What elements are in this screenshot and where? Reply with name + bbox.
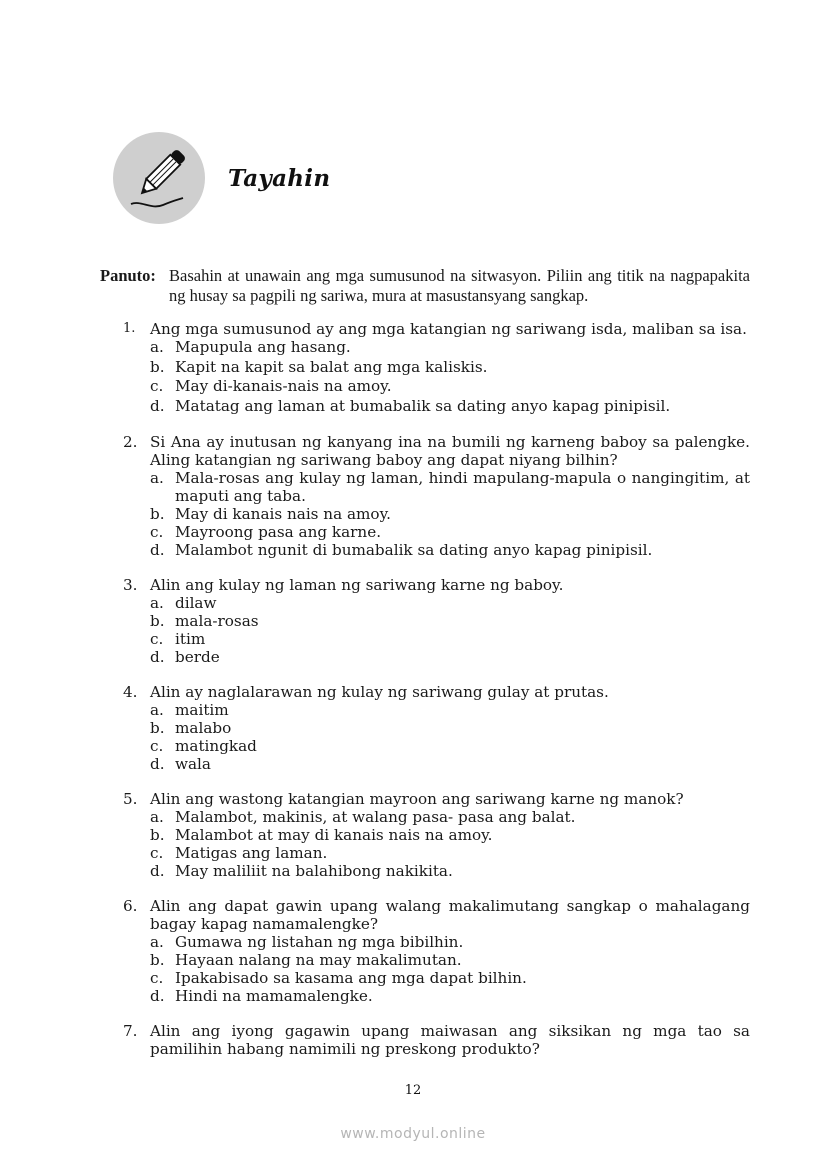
- question-text: Si Ana ay inutusan ng kanyang ina na bumili ng karneng baboy sa palengke. Aling katangian ng sariwang baboy ang dapat niyang bilhin?: [150, 433, 750, 469]
- option-letter: b.: [150, 612, 165, 630]
- option-item[interactable]: [150, 987, 750, 1005]
- option-letter: c.: [150, 377, 164, 395]
- option-letter: c.: [150, 737, 164, 755]
- option-item[interactable]: [150, 523, 750, 541]
- option-list: [150, 594, 750, 666]
- option-item[interactable]: [150, 951, 750, 969]
- option-list: [150, 338, 750, 416]
- option-text: Kapit na kapit sa balat ang mga kaliskis.: [175, 357, 488, 376]
- option-text: mala-rosas: [175, 612, 259, 630]
- option-letter: a.: [150, 338, 164, 356]
- option-text: Hayaan nalang na may makalimutan.: [175, 951, 462, 969]
- option-list: [150, 701, 750, 773]
- question-number: 1.: [123, 321, 136, 336]
- question-number: 3.: [123, 576, 138, 594]
- option-text: Matatag ang laman at bumabalik sa dating anyo kapag pinipisil.: [175, 396, 671, 415]
- option-item[interactable]: [150, 755, 750, 773]
- option-letter: b.: [150, 505, 165, 523]
- option-letter: d.: [150, 755, 165, 773]
- instructions-label: Panuto:: [100, 266, 156, 285]
- question-item: [123, 897, 750, 1005]
- option-text: Gumawa ng listahan ng mga bibilhin.: [175, 933, 464, 951]
- option-letter: d.: [150, 987, 165, 1005]
- option-text: Malambot at may di kanais nais na amoy.: [175, 826, 493, 844]
- option-letter: b.: [150, 951, 165, 969]
- option-letter: b.: [150, 826, 165, 844]
- question-text: Alin ay naglalarawan ng kulay ng sariwang gulay at prutas.: [150, 683, 609, 701]
- option-item[interactable]: [150, 358, 750, 378]
- question-item: [123, 683, 750, 773]
- option-text: itim: [175, 630, 206, 648]
- option-text: May di-kanais-nais na amoy.: [175, 377, 392, 395]
- question-text: Alin ang dapat gawin upang walang makalimutang sangkap o mahalagang bagay kapag namamalengke?: [150, 897, 750, 933]
- option-letter: b.: [150, 719, 165, 737]
- option-item[interactable]: [150, 630, 750, 648]
- question-number: 7.: [123, 1022, 138, 1040]
- question-text: Ang mga sumusunod ay ang mga katangian ng sariwang isda, maliban sa isa.: [150, 320, 747, 338]
- question-number: 4.: [123, 683, 138, 701]
- option-text: maitim: [175, 701, 229, 719]
- option-item[interactable]: [150, 719, 750, 737]
- option-text: dilaw: [175, 594, 217, 612]
- option-text: Mala-rosas ang kulay ng laman, hindi mapulang-mapula o nangingitim, at maputi ang taba.: [175, 469, 750, 505]
- option-item[interactable]: [150, 648, 750, 666]
- question-text: Alin ang wastong katangian mayroon ang sariwang karne ng manok?: [150, 790, 684, 808]
- question-list: [123, 320, 750, 1075]
- option-letter: a.: [150, 808, 164, 826]
- option-list: [150, 469, 750, 559]
- option-item[interactable]: [150, 505, 750, 523]
- option-letter: a.: [150, 594, 164, 612]
- question-number: 2.: [123, 433, 138, 451]
- option-letter: b.: [150, 357, 165, 376]
- option-letter: d.: [150, 648, 165, 666]
- option-text: berde: [175, 648, 220, 666]
- question-item: [123, 790, 750, 880]
- option-item[interactable]: [150, 612, 750, 630]
- option-text: malabo: [175, 719, 232, 737]
- option-letter: d.: [150, 862, 165, 880]
- question-number: 6.: [123, 897, 138, 915]
- option-item[interactable]: [150, 338, 750, 358]
- option-item[interactable]: [150, 808, 750, 826]
- option-list: [150, 808, 750, 880]
- page-number: 12: [404, 1083, 422, 1098]
- option-item[interactable]: [150, 737, 750, 755]
- option-text: Mapupula ang hasang.: [175, 338, 351, 356]
- section-title: Tayahin: [228, 164, 331, 192]
- option-text: May di kanais nais na amoy.: [175, 505, 391, 523]
- option-item[interactable]: [150, 933, 750, 951]
- option-item[interactable]: [150, 541, 750, 559]
- section-header: [113, 132, 330, 224]
- option-item[interactable]: [150, 969, 750, 987]
- option-item[interactable]: [150, 469, 750, 505]
- option-text: Ipakabisado sa kasama ang mga dapat bilhin.: [175, 969, 527, 987]
- pencil-icon: [113, 132, 205, 224]
- option-text: Malambot ngunit di bumabalik sa dating anyo kapag pinipisil.: [175, 541, 653, 559]
- option-text: wala: [175, 755, 211, 773]
- option-text: Mayroong pasa ang karne.: [175, 523, 382, 541]
- question-text: Alin ang iyong gagawin upang maiwasan ang siksikan ng mga tao sa pamilihin habang namimili ng preskong produkto?: [150, 1022, 750, 1058]
- question-item: [123, 1022, 750, 1058]
- option-item[interactable]: [150, 594, 750, 612]
- option-letter: d.: [150, 396, 165, 415]
- question-item: [123, 320, 750, 416]
- option-item[interactable]: [150, 862, 750, 880]
- question-text: Alin ang kulay ng laman ng sariwang karne ng baboy.: [150, 576, 564, 594]
- option-letter: d.: [150, 541, 165, 559]
- watermark: www.modyul.online: [340, 1126, 486, 1142]
- option-text: May maliliit na balahibong nakikita.: [175, 862, 453, 880]
- question-item: [123, 576, 750, 666]
- option-item[interactable]: [150, 826, 750, 844]
- option-letter: c.: [150, 969, 164, 987]
- option-letter: a.: [150, 701, 164, 719]
- option-letter: a.: [150, 469, 164, 487]
- option-letter: a.: [150, 933, 164, 951]
- option-text: matingkad: [175, 737, 257, 755]
- option-text: Hindi na mamamalengke.: [175, 987, 373, 1005]
- instructions-text: Basahin at unawain ang mga sumusunod na sitwasyon. Piliin ang titik na nagpapakita ng husay sa pagpili ng sariwa, mura at masustansyang sangkap.: [169, 266, 750, 305]
- option-letter: c.: [150, 523, 164, 541]
- option-item[interactable]: [150, 701, 750, 719]
- question-item: [123, 433, 750, 559]
- option-text: Matigas ang laman.: [175, 844, 328, 862]
- option-item[interactable]: [150, 377, 750, 397]
- option-letter: c.: [150, 630, 164, 648]
- option-letter: c.: [150, 844, 164, 862]
- option-list: [150, 933, 750, 1005]
- option-text: Malambot, makinis, at walang pasa- pasa ang balat.: [175, 808, 576, 826]
- question-number: 5.: [123, 790, 138, 808]
- option-item[interactable]: [150, 844, 750, 862]
- option-item[interactable]: [150, 397, 750, 417]
- instructions: [100, 266, 750, 306]
